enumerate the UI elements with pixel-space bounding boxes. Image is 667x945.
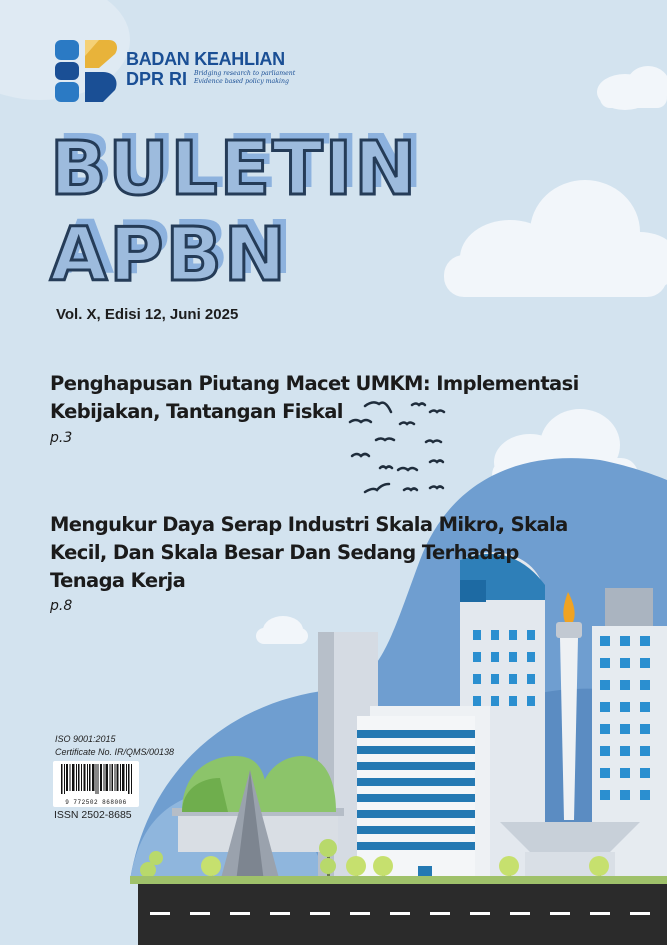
cloud [597,66,667,110]
article-page-ref: p.8 [50,598,73,614]
certificate-number: Certificate No. IR/QMS/00138 [55,747,175,757]
barcode [53,761,139,807]
brand-tagline-2: Evidence based policy making [194,78,289,85]
issn: ISSN 2502-8685 [54,809,132,821]
certification [55,733,174,759]
article-title[interactable]: Mengukur Daya Serap Industri Skala Mikro, Skala Kecil, Dan Skala Besar Dan Sedang Terhadap Tenaga Kerja [50,513,568,592]
iso-label: ISO 9001:2015 [55,734,116,744]
title-line-1: BULETIN [50,126,419,212]
brand-tagline [194,70,304,86]
building [605,588,653,628]
issue-info: Vol. X, Edisi 12, Juni 2025 [56,306,239,323]
cloud [444,180,667,297]
ground [130,876,667,884]
cloud [256,616,308,644]
barcode-icon [53,761,139,797]
brand-sub: DPR RI [126,69,188,89]
title-line-2: APBN [50,212,288,298]
barcode-number: 9 772502 868006 [65,799,127,806]
brand-name: BADAN KEAHLIAN [126,49,285,69]
brand-tagline-1: Bridging research to parliament [194,70,296,77]
article-title[interactable]: Penghapusan Piutang Macet UMKM: Implementasi Kebijakan, Tantangan Fiskal [50,372,579,423]
badan-keahlian-logo-icon [55,38,121,104]
article-page-ref: p.3 [50,430,73,446]
